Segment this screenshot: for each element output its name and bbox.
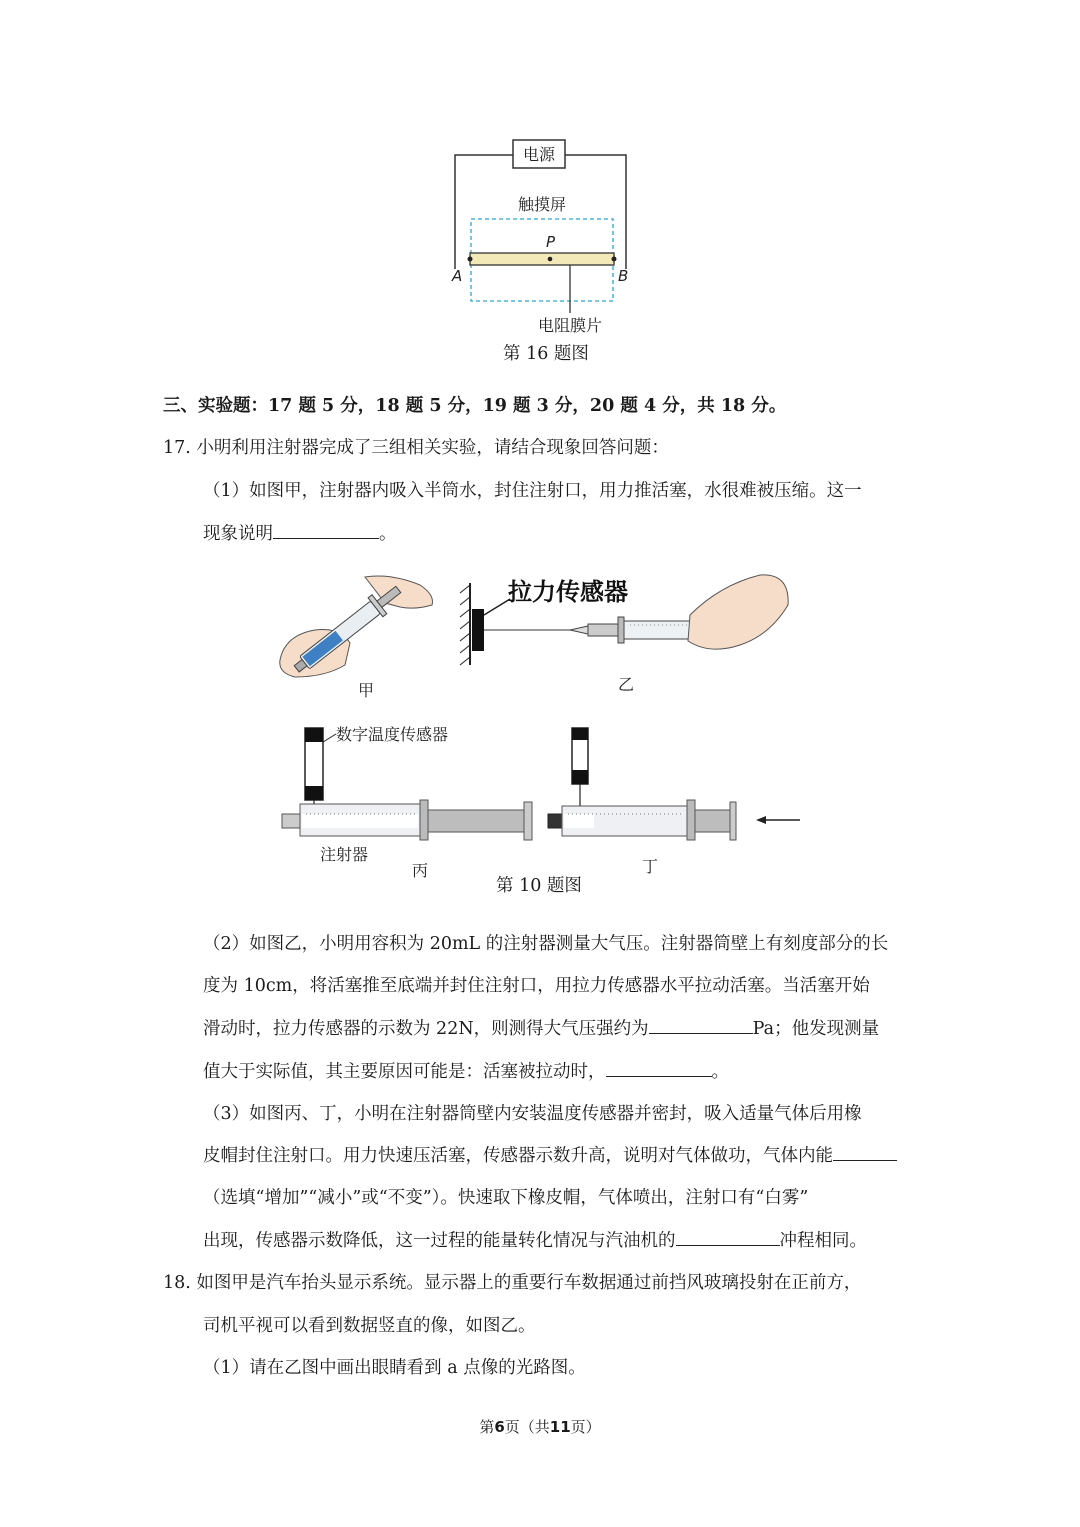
point-b-label: B — [618, 267, 629, 285]
q17-p2-line1: （2）如图乙，小明用容积为 20mL 的注射器测量大气压。注射器筒壁上有刻度部分的长 — [203, 934, 889, 954]
q17-p3-text-a: 皮帽封住注射口。用力快速压活塞，传感器示数升高，说明对气体做功，气体内能 — [203, 1146, 833, 1166]
label-jia: 甲 — [358, 681, 375, 700]
syringe-label: 注射器 — [320, 845, 369, 864]
push-arrow-head — [756, 816, 766, 824]
q17-p3-line2 — [203, 1148, 897, 1166]
answer-blank-1[interactable] — [273, 537, 379, 539]
q17-p1-text: 现象说明 — [203, 524, 273, 544]
figure-16 — [440, 130, 650, 345]
footer-middle: 页（共 — [504, 1418, 550, 1436]
footer-prefix: 第 — [479, 1418, 495, 1436]
q17-p2-text-b: Pa；他发现测量 — [752, 1019, 880, 1039]
q17-p1-end: 。 — [379, 524, 397, 544]
point-a-dot — [468, 257, 473, 262]
q17-p3-line1: （3）如图丙、丁，小明在注射器筒壁内安装温度传感器并密封，吸入适量气体后用橡 — [203, 1104, 862, 1124]
temp-sensor-pointer — [323, 734, 336, 742]
q18-p1: （1）请在乙图中画出眼睛看到 a 点像的光路图。 — [203, 1358, 586, 1378]
section-heading: 三、实验题：17 题 5 分，18 题 5 分，19 题 3 分，20 题 4 分，共 18 分。 — [163, 396, 787, 416]
q17-p2-text-c: 值大于实际值，其主要原因可能是：活塞被拉动时， — [203, 1062, 606, 1082]
label-yi: 乙 — [618, 675, 635, 694]
label-ding: 丁 — [642, 857, 659, 876]
temp-sensor-label: 数字温度传感器 — [336, 725, 449, 744]
screen-label: 触摸屏 — [517, 195, 567, 214]
q17-p2-line4 — [203, 1064, 729, 1082]
answer-blank-4[interactable] — [833, 1159, 897, 1161]
q17-p3-text-b: 出现，传感器示数降低，这一过程的能量转化情况与汽油机的 — [203, 1231, 676, 1251]
syringe-ding — [548, 800, 736, 840]
film-label: 电阻膜片 — [537, 316, 603, 335]
point-p-dot — [548, 257, 553, 262]
label-bing: 丙 — [412, 861, 429, 880]
resistance-film — [470, 253, 614, 265]
figure-jia-illustration — [280, 576, 433, 678]
answer-blank-5[interactable] — [676, 1244, 780, 1246]
q17-stem: 17. 小明利用注射器完成了三组相关实验，请结合现象回答问题： — [163, 438, 669, 458]
q17-p1-line2 — [203, 526, 397, 544]
answer-blank-2[interactable] — [649, 1032, 753, 1034]
footer-page: 6 — [494, 1418, 505, 1436]
figure-10-caption: 第 10 题图 — [496, 876, 582, 896]
q17-p2-line3 — [203, 1021, 879, 1039]
footer-total: 11 — [549, 1418, 571, 1436]
q18-stem-line1: 18. 如图甲是汽车抬头显示系统。显示器上的重要行车数据通过前挡风玻璃投射在正前方， — [163, 1273, 862, 1293]
figure-jia-yi — [270, 565, 810, 700]
force-sensor-label: 拉力传感器 — [508, 578, 628, 606]
answer-blank-3[interactable] — [606, 1075, 712, 1077]
q18-stem-line2: 司机平视可以看到数据竖直的像，如图乙。 — [203, 1316, 536, 1336]
sensor-pointer — [484, 599, 510, 615]
q17-p3-line3: （选填“增加”“减小”或“不变”）。快速取下橡皮帽，气体喷出，注射口有“白雾” — [203, 1188, 809, 1208]
point-a-label: A — [452, 267, 463, 285]
syringe-yi — [570, 617, 704, 643]
syringe-bing — [282, 800, 532, 840]
q17-p2-line2: 度为 10cm，将活塞推至底端并封住注射口，用拉力传感器水平拉动活塞。当活塞开始 — [203, 976, 870, 996]
wall — [460, 583, 470, 665]
footer-suffix: 页） — [570, 1418, 601, 1436]
point-p-label: P — [546, 233, 556, 251]
page-footer — [0, 1416, 1080, 1437]
q17-p1-line1: （1）如图甲，注射器内吸入半筒水，封住注射口，用力推活塞，水很难被压缩。这一 — [203, 481, 862, 501]
figure-bing-ding — [270, 720, 810, 880]
q17-p2-end: 。 — [711, 1062, 729, 1082]
q17-p2-text-a: 滑动时，拉力传感器的示数为 22N，则测得大气压强约为 — [203, 1019, 649, 1039]
q17-p3-end: 冲程相同。 — [779, 1231, 867, 1251]
point-b-dot — [612, 257, 617, 262]
force-sensor — [472, 609, 484, 651]
q17-p3-line4 — [203, 1233, 867, 1251]
figure-16-caption: 第 16 题图 — [503, 344, 589, 364]
power-label: 电源 — [522, 145, 556, 164]
hand-yi — [688, 575, 788, 649]
